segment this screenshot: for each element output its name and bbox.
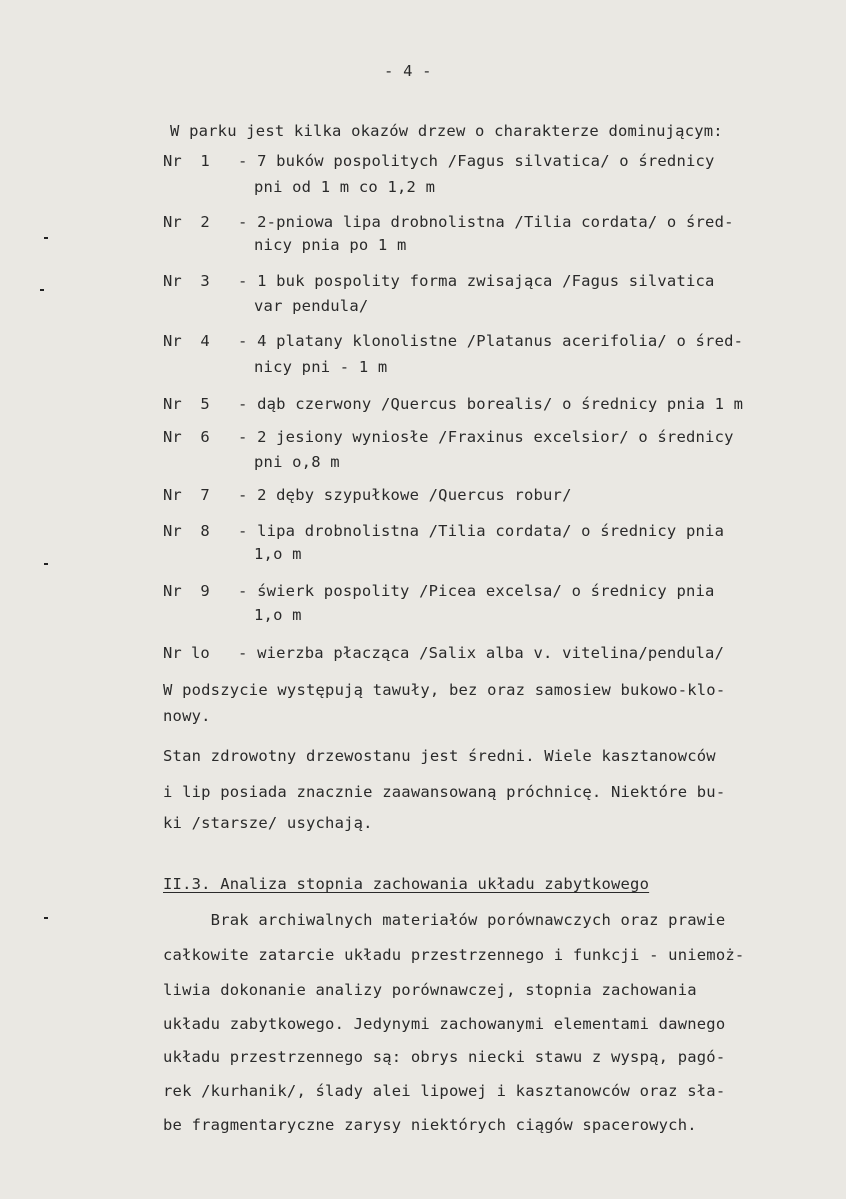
list-item-text: - 7 buków pospolitych /Fagus silvatica/ o średnicy [238,152,715,170]
list-item-nr-5: Nr 5 [163,395,210,413]
section-body-line: liwia dokonanie analizy porównawczej, stopnia zachowania [163,981,697,999]
margin-mark [44,917,48,919]
intro-line: W parku jest kilka okazów drzew o charakterze dominującym: [170,122,723,140]
margin-mark [44,563,48,565]
list-item-nr-8: Nr 8 [163,522,210,540]
list-item-nr-2: Nr 2 [163,213,210,231]
list-item-text: - 4 platany klonolistne /Platanus acerifolia/ o śred- [238,332,744,350]
list-item-text: - wierzba płacząca /Salix alba v. vitelina/pendula/ [238,644,725,662]
health-text: Stan zdrowotny drzewostanu jest średni. Wiele kasztanowców [163,747,716,765]
section-body-line: układu zabytkowego. Jedynymi zachowanymi elementami dawnego [163,1015,726,1033]
list-item-nr-10: Nr lo [163,644,210,662]
health-text: i lip posiada znacznie zaawansowaną próchnicę. Niektóre bu- [163,783,726,801]
section-body-line: be fragmentaryczne zarysy niektórych ciągów spacerowych. [163,1116,697,1134]
list-item-text: - dąb czerwony /Quercus borealis/ o średnicy pnia 1 m [238,395,744,413]
list-item-text: nicy pnia po 1 m [254,236,407,254]
page-number: - 4 - [384,62,432,80]
list-item-text: nicy pni - 1 m [254,358,388,376]
undergrowth-text: W podszycie występują tawuły, bez oraz samosiew bukowo-klo- [163,681,726,699]
list-item-nr-4: Nr 4 [163,332,210,350]
section-body-line: układu przestrzennego są: obrys niecki stawu z wyspą, pagó- [163,1048,726,1066]
list-item-text: - 1 buk pospolity forma zwisająca /Fagus silvatica [238,272,715,290]
section-body-line: całkowite zatarcie układu przestrzennego i funkcji - uniemoż- [163,946,745,964]
list-item-text: - 2-pniowa lipa drobnolistna /Tilia cordata/ o śred- [238,213,734,231]
margin-mark [44,237,48,239]
list-item-nr-3: Nr 3 [163,272,210,290]
list-item-text: - 2 dęby szypułkowe /Quercus robur/ [238,486,572,504]
section-body-line: rek /kurhanik/, ślady alei lipowej i kasztanowców oraz sła- [163,1082,726,1100]
list-item-nr-6: Nr 6 [163,428,210,446]
list-item-text: - 2 jesiony wyniosłe /Fraxinus excelsior/ o średnicy [238,428,734,446]
list-item-text: - świerk pospolity /Picea excelsa/ o średnicy pnia [238,582,715,600]
list-item-nr-7: Nr 7 [163,486,210,504]
undergrowth-text: nowy. [163,707,211,725]
health-text: ki /starsze/ usychają. [163,814,373,832]
list-item-text: 1,o m [254,606,302,624]
list-item-text: pni o,8 m [254,453,340,471]
section-body-line: Brak archiwalnych materiałów porównawczych oraz prawie [163,911,726,929]
section-heading: II.3. Analiza stopnia zachowania układu zabytkowego [163,875,650,893]
list-item-text: pni od 1 m co 1,2 m [254,178,436,196]
list-item-nr-9: Nr 9 [163,582,210,600]
list-item-text: 1,o m [254,545,302,563]
list-item-text: - lipa drobnolistna /Tilia cordata/ o średnicy pnia [238,522,725,540]
list-item-nr-1: Nr 1 [163,152,210,170]
list-item-text: var pendula/ [254,297,369,315]
margin-mark [40,289,44,291]
